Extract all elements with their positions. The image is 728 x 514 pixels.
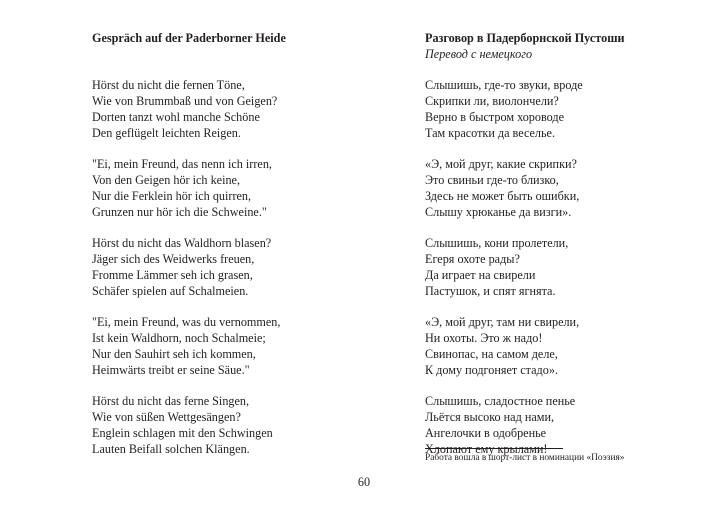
russian-verse-line: Здесь не может быть ошибки, <box>425 189 580 203</box>
german-verse-line: Schäfer spielen auf Schalmeien. <box>92 284 249 298</box>
german-verse-line: Ist kein Waldhorn, noch Schalmeie; <box>92 331 266 345</box>
russian-verse-line: «Э, мой друг, там ни свирели, <box>425 315 580 329</box>
russian-verse-line: Ангелочки в одобренье <box>425 426 547 440</box>
footnote: Работа вошла в шорт-лист в номинации «Поэзия» <box>425 453 625 463</box>
german-stanza <box>92 77 392 141</box>
russian-stanza <box>425 77 705 141</box>
german-verse-line: Hörst du nicht das ferne Singen, <box>92 394 250 408</box>
russian-verse-line: Да играет на свирели <box>425 268 536 282</box>
german-verse-line: Wie von süßen Wettgesängen? <box>92 410 241 424</box>
russian-verse-line: Верно в быстром хороводе <box>425 110 565 124</box>
russian-stanza <box>425 314 705 378</box>
russian-stanzas <box>425 77 705 457</box>
russian-subtitle: Перевод с немецкого <box>425 47 533 61</box>
german-verse-line: Grunzen nur hör ich die Schweine." <box>92 205 267 219</box>
footnote-rule <box>425 448 563 449</box>
german-verse-line: Jäger sich des Weidwerks freuen, <box>92 252 255 266</box>
russian-verse-line: Ни охоты. Это ж надо! <box>425 331 543 345</box>
german-verse-line: "Ei, mein Freund, das nenn ich irren, <box>92 157 272 171</box>
russian-verse-line: Слышишь, где-то звуки, вроде <box>425 78 583 92</box>
russian-verse-line: «Э, мой друг, какие скрипки? <box>425 157 577 171</box>
russian-verse-line: Хлопают ему крылами! <box>425 442 548 456</box>
german-verse-line: Von den Geigen hör ich keine, <box>92 173 241 187</box>
german-verse-line: Dorten tanzt wohl manche Schöne <box>92 110 260 124</box>
russian-stanza <box>425 156 705 220</box>
russian-verse-line: Слышишь, кони пролетели, <box>425 236 569 250</box>
russian-verse-line: Слышу хрюканье да визги». <box>425 205 572 219</box>
german-stanza <box>92 393 392 457</box>
german-stanza <box>92 314 392 378</box>
russian-verse-line: Слышишь, сладостное пенье <box>425 394 576 408</box>
russian-verse-line: Скрипки ли, виолончели? <box>425 94 559 108</box>
russian-verse-line: Пастушок, и спят ягнята. <box>425 284 556 298</box>
german-verse-line: Nur die Ferklein hör ich quirren, <box>92 189 252 203</box>
russian-title: Разговор в Падерборнской Пустоши <box>425 31 625 45</box>
german-stanza <box>92 235 392 299</box>
russian-verse-line: Егеря охоте рады? <box>425 252 520 266</box>
russian-verse-line: Это свиньи где-то близко, <box>425 173 559 187</box>
german-stanzas <box>92 77 392 457</box>
russian-verse-line: Льётся высоко над нами, <box>425 410 555 424</box>
russian-verse-line: К дому подгоняет стадо». <box>425 363 558 377</box>
russian-stanza <box>425 235 705 299</box>
german-title: Gespräch auf der Paderborner Heide <box>92 31 286 45</box>
russian-verse-line: Свинопас, на самом деле, <box>425 347 558 361</box>
russian-verse-line: Там красотки да веселье. <box>425 126 556 140</box>
german-verse-line: Fromme Lämmer seh ich grasen, <box>92 268 253 282</box>
german-verse-line: Wie von Brummbaß und von Geigen? <box>92 94 278 108</box>
german-poem <box>92 30 392 457</box>
german-verse-line: Englein schlagen mit den Schwingen <box>92 426 273 440</box>
german-verse-line: Hörst du nicht das Waldhorn blasen? <box>92 236 272 250</box>
german-verse-line: Den geflügelt leichten Reigen. <box>92 126 241 140</box>
german-verse-line: "Ei, mein Freund, was du vernommen, <box>92 315 281 329</box>
german-verse-line: Hörst du nicht die fernen Töne, <box>92 78 245 92</box>
german-verse-line: Heimwärts treibt er seine Säue." <box>92 363 250 377</box>
russian-poem <box>425 30 705 457</box>
german-verse-line: Lauten Beifall solchen Klängen. <box>92 442 250 456</box>
german-verse-line: Nur den Sauhirt seh ich kommen, <box>92 347 256 361</box>
german-stanza <box>92 156 392 220</box>
page-number: 60 <box>357 475 371 489</box>
